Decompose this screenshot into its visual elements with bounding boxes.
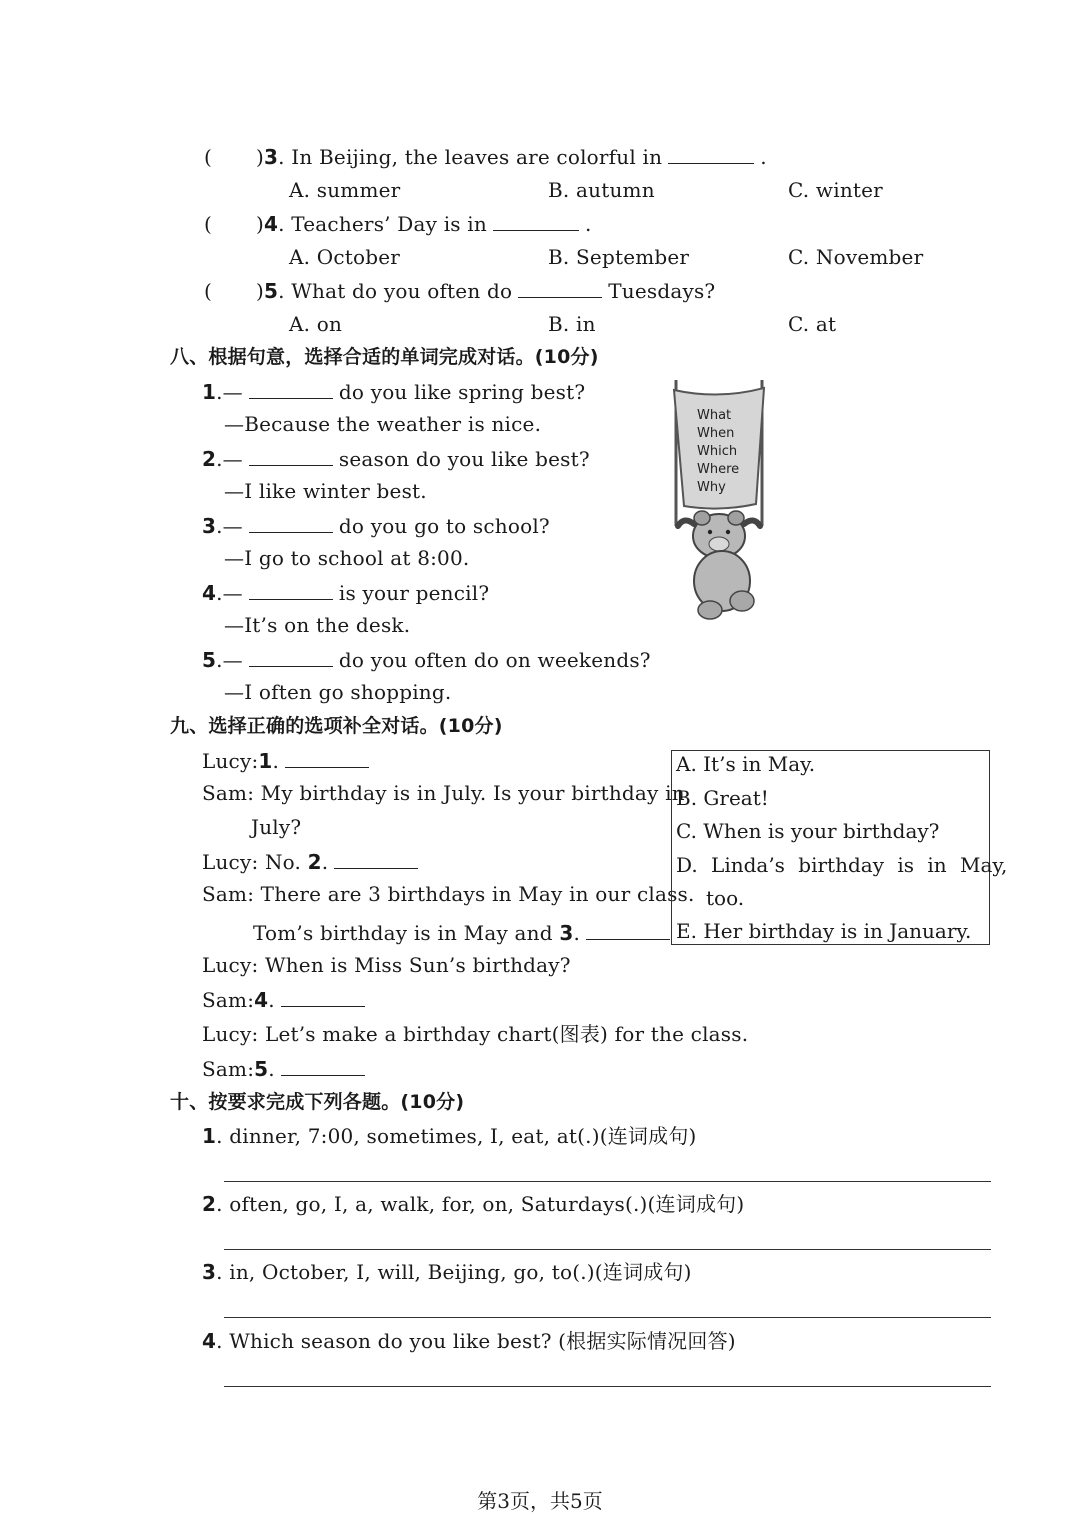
answer-line-1[interactable]	[224, 1181, 991, 1182]
word-bank-what: What	[697, 408, 732, 423]
fill-blank[interactable]	[518, 277, 602, 298]
section-8-item-4	[202, 579, 489, 606]
question-7-5	[204, 277, 715, 304]
fill-blank[interactable]	[249, 445, 333, 466]
line-text: Tom’s birthday is in May and	[253, 921, 553, 945]
dialogue-line-8: Lucy: Let’s make a birthday chart(图表) for the class.	[202, 1022, 749, 1046]
answer-paren-open: (	[204, 145, 213, 169]
item-text: . Which season do you like best? (根据实际情况回答)	[216, 1329, 736, 1353]
fill-blank[interactable]	[586, 919, 670, 940]
blank-number: 1	[258, 749, 273, 773]
option-a: A. October	[289, 245, 401, 269]
blank-dot: .	[268, 988, 275, 1012]
blank-number: 4	[254, 988, 269, 1012]
fill-blank[interactable]	[285, 747, 369, 768]
fill-blank[interactable]	[249, 378, 333, 399]
blank-dot: .	[272, 749, 280, 773]
question-text-after: Tuesdays?	[608, 279, 716, 303]
fill-blank[interactable]	[493, 210, 579, 231]
speaker: Sam:	[202, 1057, 255, 1081]
word-bank-which: Which	[697, 444, 738, 459]
question-text: . Teachers’ Day is in	[278, 212, 487, 236]
section-10-title: 十、按要求完成下列各题。(10分)	[170, 1091, 465, 1113]
dialogue-line-5	[253, 919, 676, 946]
item-number: 1	[202, 380, 217, 404]
option-c: C. at	[788, 312, 837, 336]
option-d-cont: too.	[706, 886, 745, 910]
section-8-item-2	[202, 445, 590, 472]
bear-banner-illustration	[664, 376, 774, 621]
section-10-item-1	[202, 1123, 697, 1149]
blank-number: 2	[307, 850, 322, 874]
option-a: A. on	[289, 312, 343, 336]
item-number: 1	[202, 1124, 217, 1148]
question-text: . In Beijing, the leaves are colorful in	[278, 145, 663, 169]
option-c: C. winter	[788, 178, 883, 202]
section-8-item-5	[202, 646, 651, 673]
item-dash: .—	[216, 514, 243, 538]
blank-dot: .	[573, 921, 581, 945]
item-number: 2	[202, 447, 217, 471]
option-c: C. When is your birthday?	[676, 819, 940, 843]
question-number: 3	[264, 145, 279, 169]
item-question: season do you like best?	[338, 447, 590, 471]
question-number: 5	[264, 279, 279, 303]
line-text: Lucy: No.	[202, 850, 302, 874]
question-text-after: .	[760, 145, 767, 169]
item-number: 5	[202, 648, 217, 672]
option-a: A. It’s in May.	[676, 752, 816, 776]
page-footer: 第3页，共5页	[477, 1489, 603, 1513]
blank-dot: .	[321, 850, 329, 874]
option-b: B. Great!	[676, 786, 769, 810]
dialogue-line-6: Lucy: When is Miss Sun’s birthday?	[202, 953, 571, 977]
option-a: A. summer	[289, 178, 401, 202]
section-8-answer-1: —Because the weather is nice.	[224, 412, 542, 436]
item-number: 2	[202, 1192, 217, 1216]
item-dash: .—	[216, 380, 243, 404]
fill-blank[interactable]	[249, 512, 333, 533]
blank-dot: .	[268, 1057, 275, 1081]
dialogue-line-7	[202, 986, 371, 1013]
fill-blank[interactable]	[281, 986, 365, 1007]
question-text-after: .	[585, 212, 592, 236]
blank-number: 5	[254, 1057, 269, 1081]
fill-blank[interactable]	[668, 143, 754, 164]
fill-blank[interactable]	[249, 579, 333, 600]
item-text: . often, go, I, a, walk, for, on, Saturdays(.)(连词成句)	[216, 1192, 745, 1216]
section-10-item-3	[202, 1259, 692, 1285]
item-dash: .—	[216, 447, 243, 471]
item-number: 4	[202, 581, 217, 605]
section-8-item-3	[202, 512, 550, 539]
word-bank-when: When	[697, 426, 735, 441]
answer-line-2[interactable]	[224, 1249, 991, 1250]
dialogue-line-3	[202, 848, 424, 875]
section-10-item-2	[202, 1191, 744, 1217]
bear-icon	[678, 511, 760, 619]
answer-line-3[interactable]	[224, 1317, 991, 1318]
speaker: Sam:	[202, 988, 255, 1012]
word-bank-why: Why	[697, 480, 726, 495]
item-question: do you often do on weekends?	[338, 648, 651, 672]
question-text: . What do you often do	[278, 279, 513, 303]
section-8-item-1	[202, 378, 585, 405]
item-dash: .—	[216, 581, 243, 605]
option-b: B. September	[548, 245, 690, 269]
dialogue-line-1	[202, 747, 375, 774]
fill-blank[interactable]	[281, 1055, 365, 1076]
answer-paren-close: )	[256, 145, 265, 169]
options-box	[671, 750, 1008, 945]
item-dash: .—	[216, 648, 243, 672]
answer-paren-close: )	[256, 279, 265, 303]
item-text: . in, October, I, will, Beijing, go, to(.)(连词成句)	[216, 1260, 692, 1284]
word-bank-where: Where	[697, 462, 740, 477]
answer-paren-close: )	[256, 212, 265, 236]
fill-blank[interactable]	[249, 646, 333, 667]
item-number: 3	[202, 514, 217, 538]
answer-paren-open: (	[204, 279, 213, 303]
dialogue-line-4: Sam: There are 3 birthdays in May in our class.	[202, 882, 695, 906]
option-c: C. November	[788, 245, 924, 269]
option-b: B. autumn	[548, 178, 655, 202]
option-d: D. Linda’s birthday is in May,	[676, 853, 1008, 877]
section-8-answer-4: —It’s on the desk.	[224, 613, 411, 637]
dialogue-line-2-cont: July?	[251, 815, 302, 839]
question-7-3	[204, 143, 767, 170]
option-e: E. Her birthday is in January.	[676, 919, 972, 943]
question-7-4	[204, 210, 592, 237]
item-question: do you like spring best?	[338, 380, 586, 404]
section-8-answer-2: —I like winter best.	[224, 479, 427, 503]
answer-paren-open: (	[204, 212, 213, 236]
section-9-title: 九、选择正确的选项补全对话。(10分)	[170, 715, 503, 737]
answer-line-4[interactable]	[224, 1386, 991, 1387]
item-question: do you go to school?	[338, 514, 550, 538]
item-question: is your pencil?	[338, 581, 490, 605]
item-number: 3	[202, 1260, 217, 1284]
blank-number: 3	[559, 921, 574, 945]
speaker: Lucy:	[202, 749, 259, 773]
item-text: . dinner, 7:00, sometimes, I, eat, at(.)(连词成句)	[216, 1124, 697, 1148]
section-8-title: 八、根据句意，选择合适的单词完成对话。(10分)	[170, 346, 599, 368]
section-10-item-4	[202, 1328, 736, 1354]
item-number: 4	[202, 1329, 217, 1353]
dialogue-line-9	[202, 1055, 371, 1082]
section-8-answer-3: —I go to school at 8:00.	[224, 546, 470, 570]
question-number: 4	[264, 212, 279, 236]
fill-blank[interactable]	[334, 848, 418, 869]
section-8-answer-5: —I often go shopping.	[224, 680, 452, 704]
dialogue-line-2: Sam: My birthday is in July. Is your birthday in	[202, 781, 685, 805]
option-b: B. in	[548, 312, 596, 336]
